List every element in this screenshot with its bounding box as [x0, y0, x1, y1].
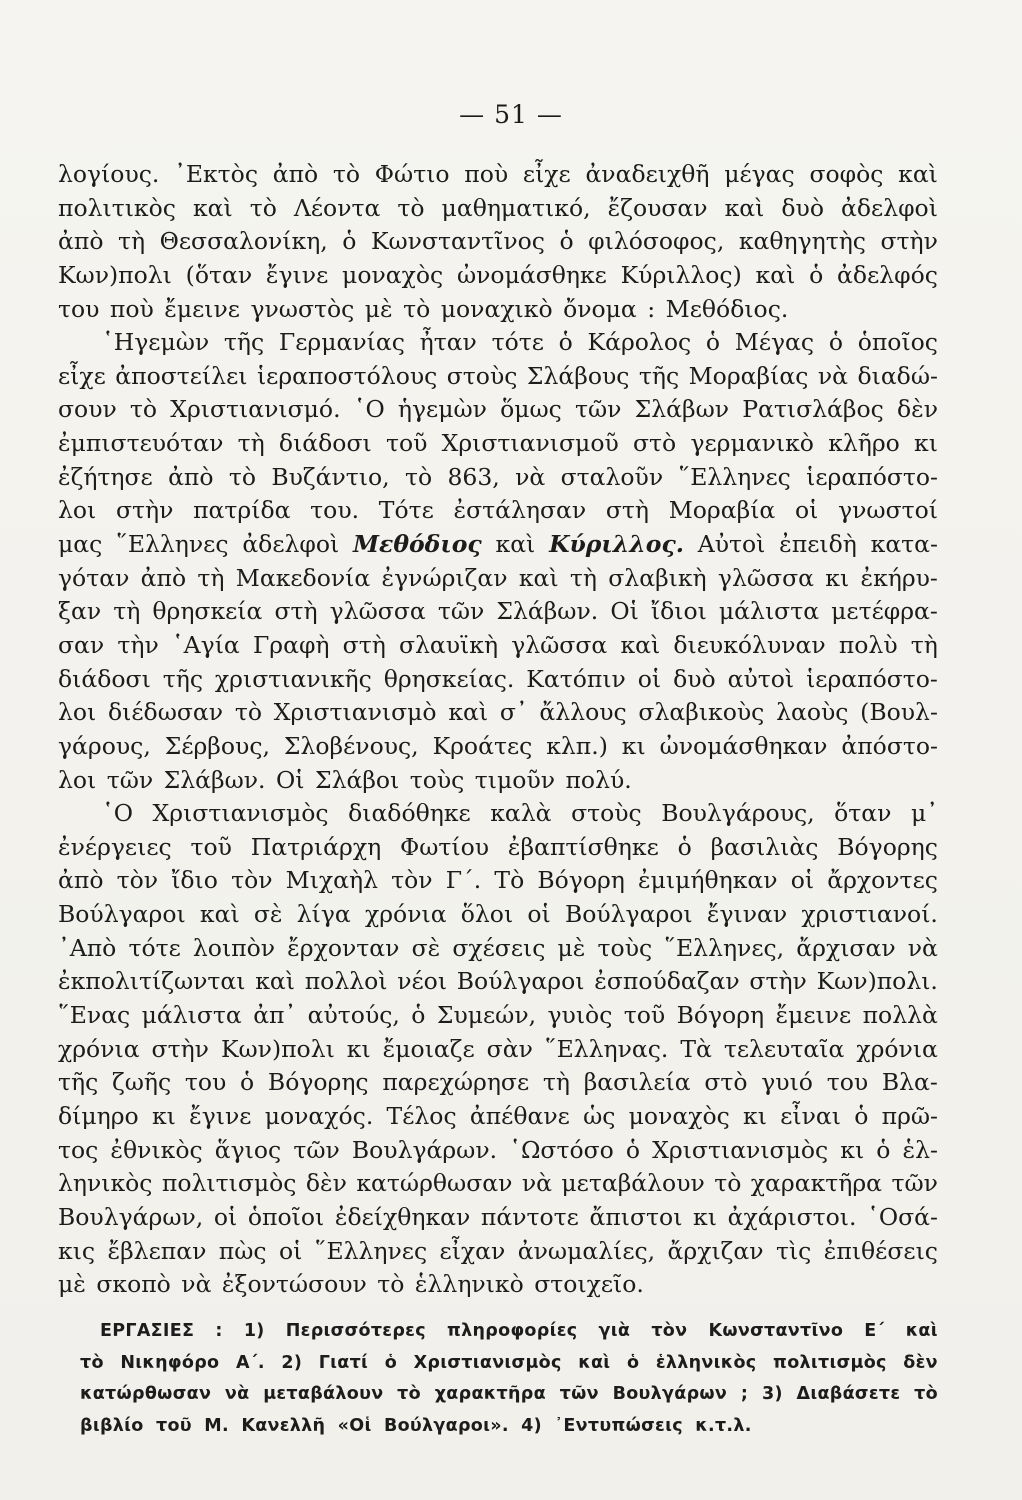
text-line: λοι τῶν Σλάβων. Οἱ Σλάβοι τοὺς τιμοῦν πολύ.	[58, 765, 632, 794]
text-line: τος ἐθνικὸς ἅγιος τῶν Βουλγάρων. ῾Ωστόσο ὁ Χριστιανισμὸς κι ὁ ἑλ-	[58, 1135, 938, 1164]
text-line: ῾Ο Χριστιανισμὸς διαδόθηκε καλὰ στοὺς Βουλγάρους, ὅταν μ᾿	[102, 799, 938, 828]
text-line: μὲ σκοπὸ νὰ ἐξοντώσουν τὸ ἑλληνικὸ στοιχεῖο.	[58, 1270, 644, 1299]
page-number: — 51 —	[459, 100, 563, 129]
text-line: πολιτικὸς καὶ τὸ Λέοντα τὸ μαθηματικό, ἔζουσαν καὶ δυὸ ἀδελφοὶ	[58, 193, 938, 222]
text-line: λοι στὴν πατρίδα του. Τότε ἐστάλησαν στὴ Μοραβία οἱ γνωστοί	[58, 496, 938, 525]
text-line: Βουλγάρων, οἱ ὁποῖοι ἐδείχθηκαν πάντοτε ἄπιστοι κι ἀχάριστοι. ῾Οσά-	[58, 1202, 938, 1231]
text-line: γάρους, Σέρβους, Σλοβένους, Κροάτες κλπ.) κι ὠνομάσθηκαν ἀπόστο-	[58, 731, 938, 760]
text-line: ἐκπολιτίζωνται καὶ πολλοὶ νέοι Βούλγαροι ἐσπούδαζαν στὴν Κων)πολι.	[58, 967, 938, 996]
text-line: Κων)πολι (ὅταν ἔγινε μοναχὸς ὠνομάσθηκε Κύριλλος) καὶ ὁ ἀδελφός	[58, 260, 938, 289]
text-line: δίμηρο κι ἔγινε μοναχός. Τέλος ἀπέθανε ὡς μοναχὸς κι εἶναι ὁ πρῶ-	[58, 1101, 938, 1130]
exercise-line: τὸ Νικηφόρο Α΄. 2) Γιατί ὁ Χριστιανισμὸς καὶ ὁ ἑλληνικὸς πολιτισμὸς δὲν	[80, 1352, 938, 1373]
text-line: διάδοσι τῆς χριστιανικῆς θρησκείας. Κατόπιν οἱ δυὸ αὐτοὶ ἱεραπόστο-	[58, 664, 938, 693]
text-line: ᾿Απὸ τότε λοιπὸν ἔρχονταν σὲ σχέσεις μὲ τοὺς ῞Ελληνες, ἄρχισαν νὰ	[58, 933, 938, 962]
text-line: ἀπὸ τὸν ἴδιο τὸν Μιχαὴλ τὸν Γ΄. Τὸ Βόγορη ἐμιμήθηκαν οἱ ἄρχοντες	[58, 866, 938, 895]
text-line: σουν τὸ Χριστιανισμό. ῾Ο ἡγεμὼν ὅμως τῶν Σλάβων Ρατισλάβος δὲν	[58, 395, 938, 424]
text-line: λογίους. ᾿Εκτὸς ἀπὸ τὸ Φώτιο ποὺ εἶχε ἀναδειχθῆ μέγας σοφὸς καὶ	[58, 160, 938, 188]
text-line: χρόνια στὴν Κων)πολι κι ἔμοιαζε σὰν ῞Ελληνας. Τὰ τελευταῖα χρόνια	[58, 1034, 938, 1063]
text-line: ἐνέργειες τοῦ Πατριάρχη Φωτίου ἐβαπτίσθηκε ὁ βασιλιὰς Βόγορης	[58, 832, 938, 861]
exercise-line: κατώρθωσαν νὰ μεταβάλουν τὸ χαρακτῆρα τῶν Βουλγάρων ; 3) Διαβάσετε τὸ	[80, 1384, 938, 1404]
text-line: τῆς ζωῆς του ὁ Βόγορης παρεχώρησε τὴ βασιλεία στὸ γυιό του Βλα-	[58, 1068, 938, 1097]
text-line: ἐζήτησε ἀπὸ τὸ Βυζάντιο, τὸ 863, νὰ σταλοῦν ῞Ελληνες ἱεραπόστο-	[58, 462, 938, 491]
text-line: ῞Ενας μάλιστα ἀπ᾿ αὐτούς, ὁ Συμεών, γυιὸς τοῦ Βόγορη ἔμεινε πολλὰ	[58, 1001, 938, 1030]
body-text	[58, 158, 938, 1302]
text-line: κις ἔβλεπαν πὼς οἱ ῞Ελληνες εἶχαν ἀνωμαλίες, ἄρχιζαν τὶς ἐπιθέσεις	[58, 1236, 938, 1265]
text-line: λοι διέδωσαν τὸ Χριστιανισμὸ καὶ σ᾿ ἄλλους σλαβικοὺς λαοὺς (Βουλ-	[58, 698, 938, 727]
text-line: εἶχε ἀποστείλει ἱεραποστόλους στοὺς Σλάβους τῆς Μοραβίας νὰ διαδώ-	[58, 361, 938, 390]
exercise-line: ΕΡΓΑΣΙΕΣ : 1) Περισσότερες πληροφορίες γιὰ τὸν Κωνσταντῖνο Ε΄ καὶ	[100, 1321, 938, 1341]
text-line: ἐμπιστευόταν τὴ διάδοσι τοῦ Χριστιανισμοῦ στὸ γερμανικὸ κλῆρο κι	[58, 429, 938, 458]
text-line: Βούλγαροι καὶ σὲ λίγα χρόνια ὅλοι οἱ Βούλγαροι ἔγιναν χριστιανοί.	[58, 900, 938, 929]
text-line: ἀπὸ τὴ Θεσσαλονίκη, ὁ Κωνσταντῖνος ὁ φιλόσοφος, καθηγητὴς στὴν	[58, 227, 938, 256]
text-line: γόταν ἀπὸ τὴ Μακεδονία ἐγνώριζαν καὶ τὴ σλαβικὴ γλῶσσα κι ἐκήρυ-	[58, 563, 938, 592]
text-line: ξαν τὴ θρησκεία στὴ γλῶσσα τῶν Σλάβων. Οἱ ἴδιοι μάλιστα μετέφρα-	[58, 597, 938, 626]
text-line: του ποὺ ἔμεινε γνωστὸς μὲ τὸ μοναχικὸ ὄνομα : Μεθόδιος.	[58, 294, 789, 323]
text-line: ληνικὸς πολιτισμὸς δὲν κατώρθωσαν νὰ μεταβάλουν τὸ χαρακτῆρα τῶν	[58, 1169, 938, 1198]
text-line: ῾Ηγεμὼν τῆς Γερμανίας ἦταν τότε ὁ Κάρολος ὁ Μέγας ὁ ὁποῖος	[102, 328, 938, 357]
exercises-block	[80, 1316, 938, 1442]
exercise-line: βιβλίο τοῦ Μ. Κανελλῆ «Οἱ Βούλγαροι». 4) ᾿Εντυπώσεις κ.τ.λ.	[80, 1415, 752, 1436]
text-line: μας ῞Ελληνες ἀδελφοὶ Μεθόδιος καὶ Κύριλλος. Αὐτοὶ ἐπειδὴ κατα-	[58, 530, 938, 559]
text-line: σαν τὴν ῾Αγία Γραφὴ στὴ σλαυϊκὴ γλῶσσα καὶ διευκόλυναν πολὺ τὴ	[58, 630, 938, 659]
